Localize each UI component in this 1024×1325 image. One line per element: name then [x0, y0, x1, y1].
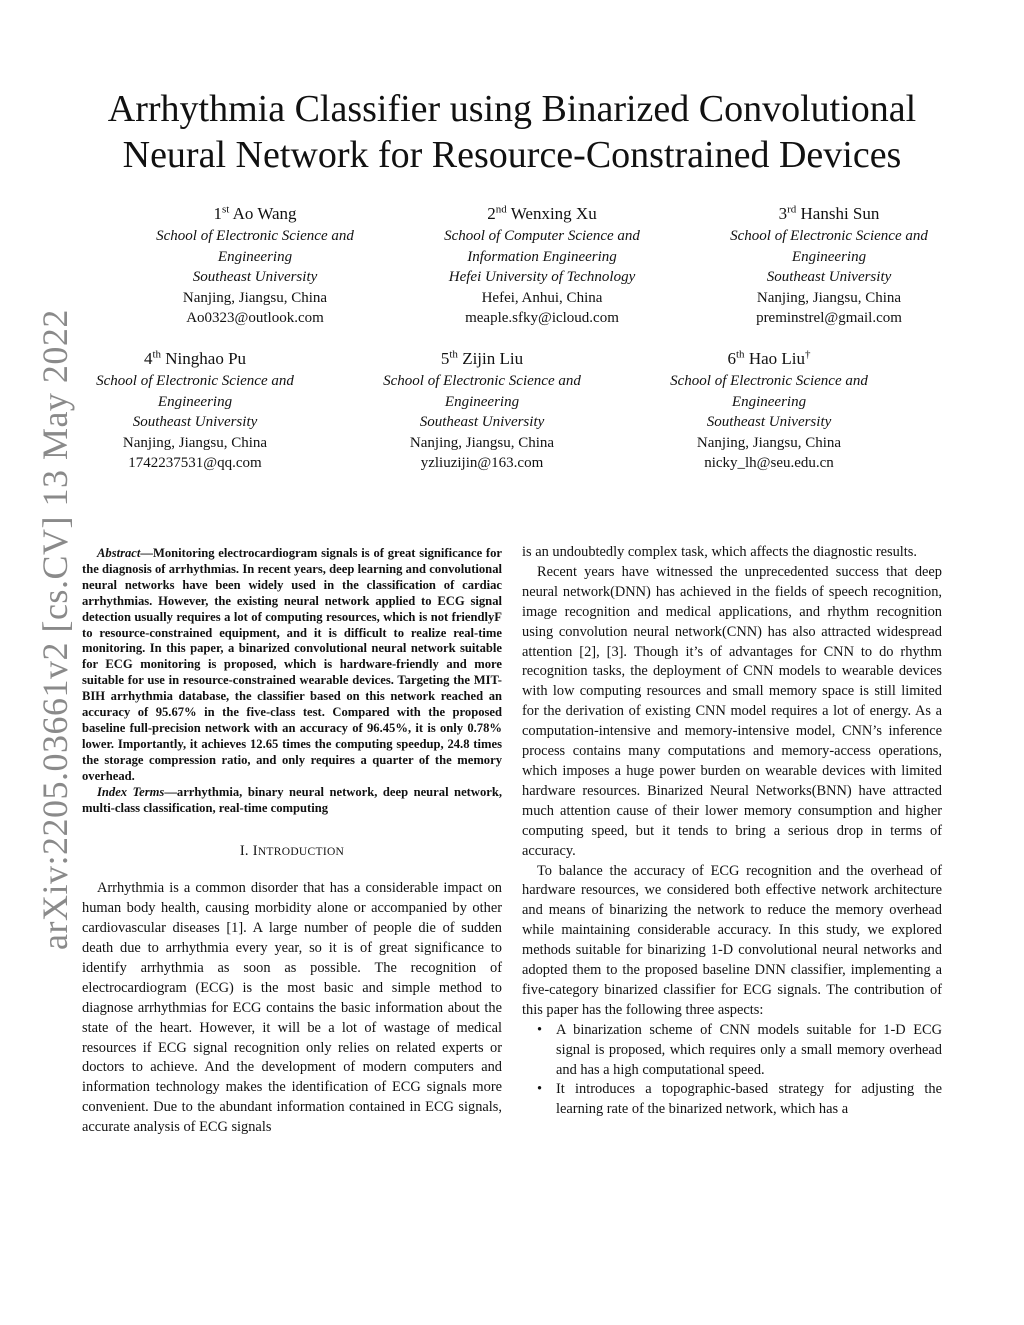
- contribution-list: [522, 1021, 942, 1121]
- author-email: meaple.sfky@icloud.com: [465, 310, 619, 326]
- author-block-3: [684, 202, 974, 329]
- author-university: Hefei University of Technology: [448, 269, 636, 285]
- author-block-2: [397, 202, 687, 329]
- author-affiliation: Engineering: [731, 393, 807, 410]
- author-city: Nanjing, Jiangsu, China: [182, 289, 328, 306]
- author-name: 1st Ao Wang: [213, 203, 297, 223]
- paragraph-recent-years: Recent years have witnessed the unprecedented success that deep neural network(DNN) has achieved in the fields of speech recognition, image recognition and medical applications, and rhythm recognition using convolution neural network(CNN) has also attracted widespread attention [2], [3]. Though it’s of advantages for CNN to do rhythm recognition tasks, the deployment of CNN models to wearable devices with low computing resources and small memory space is still limited for the derivation of existing CNN model requires a lot of energy. As a computation-intensive and memory-intensive model, CNN’s inference process contains many computations and memory-access operations, which imposes a huge power burden on wearable devices with limited hardware resources. Binarized Neural Networks(BNN) have attracted much attention cause of their lower memory consumption and higher computing speed, but it tends to bring a serious drop in terms of accuracy.: [522, 563, 942, 859]
- author-name: 2nd Wenxing Xu: [487, 203, 597, 223]
- left-column: [82, 546, 502, 1138]
- author-email: 1742237531@qq.com: [128, 455, 262, 471]
- author-university: Southeast University: [706, 414, 832, 430]
- author-affiliation: Engineering: [217, 248, 293, 265]
- author-university: Southeast University: [419, 414, 545, 430]
- author-city: Nanjing, Jiangsu, China: [756, 289, 902, 306]
- author-affiliation: Information Engineering: [467, 248, 617, 265]
- abstract-text: Monitoring electrocardiogram signals is of great significance for the diagnosis of arrhythmias. In recent years, deep learning and convolutional neural networks have been widely used in the classification of cardiac arrhythmias. However, the existing neural network applied to ECG signal detection usually requires a lot of computing resources, which is not friendlyF to resource-constrained equipment, and it is difficult to realize real-time monitoring. In this paper, a binarized convolutional neural network suitable for ECG monitoring is proposed, which is hardware-friendly and more suitable for use in resource-constrained wearable devices. Targeting the MIT-BIH arrhythmia database, the classifier based on this network reached an accuracy of 95.67% in the five-class test. Compared with the proposed baseline full-precision network with an accuracy of 96.45%, it is only 0.78% lower. Importantly, it achieves 12.65 times the computing speedup, 24.8 times the storage compression ratio, and only requires a quarter of the memory overhead.: [82, 546, 502, 783]
- title-line-1: Arrhythmia Classifier using Binarized Convolutional: [107, 88, 917, 130]
- author-block-1: [110, 202, 400, 329]
- paragraph-balance: To balance the accuracy of ECG recognition and the overhead of hardware resources, we considered both effective network architecture and means of binarizing the network to reduce the memory overhead while maintaining considerable accuracy. In this study, we explored methods suitable for binarizing 1-D convolutional neural networks and adopted them to the proposed baseline DNN classifier, implementing a five-category binarized classifier for ECG signals. The contribution of this paper has the following three aspects:: [522, 862, 942, 1018]
- author-name: 5th Zijin Liu: [440, 348, 524, 368]
- intro-paragraph-1: Arrhythmia is a common disorder that has a considerable impact on human body health, causing morbidity alone or accompanied by other cardiovascular diseases [1]. A large number of people die of sudden death due to arrhythmia every year, so it is of great significance to identify arrhythmia as soon as possible. The recognition of electrocardiogram (ECG) is the most basic and simple method to diagnose arrhythmias for ECG contains the basic information about the state of the heart. However, it will be a lot of wastage of medical resources if ECG signal recognition only relies on related experts or doctors to achieve. And the development of modern computers and information technology makes the identification of ECG signals more convenient. Due to the abundant information contained in ECG signals, accurate analysis of ECG signals: [82, 880, 502, 1136]
- list-item: • It introduces a topographic-based strategy for adjusting the learning rate of the binarized network, which has a: [556, 1080, 942, 1120]
- author-affiliation: Engineering: [791, 248, 867, 265]
- author-affiliation: School of Electronic Science and: [96, 373, 294, 389]
- author-affiliation: School of Electronic Science and: [156, 228, 354, 244]
- author-affiliation: Engineering: [157, 393, 233, 410]
- author-affiliation: School of Computer Science and: [444, 228, 640, 244]
- author-block-6: [624, 347, 914, 474]
- author-email: yzliuzijin@163.com: [420, 455, 544, 471]
- index-terms-text: arrhythmia, binary neural network, deep neural network, multi-class classification, real-time computing: [82, 784, 502, 815]
- author-email: nicky_lh@seu.edu.cn: [704, 455, 834, 471]
- title-line-2: Neural Network for Resource-Constrained Devices: [122, 134, 902, 176]
- arxiv-stamp: arXiv:2205.03661v2 [cs.CV] 13 May 2022: [35, 309, 75, 950]
- author-name: 3rd Hanshi Sun: [778, 203, 880, 223]
- author-city: Nanjing, Jiangsu, China: [122, 434, 268, 451]
- author-city: Nanjing, Jiangsu, China: [696, 434, 842, 451]
- paper-title: [60, 86, 964, 178]
- paragraph-continued: is an undoubtedly complex task, which affects the diagnostic results.: [522, 544, 917, 560]
- author-affiliation: School of Electronic Science and: [383, 373, 581, 389]
- corresponding-mark: †: [805, 348, 811, 361]
- author-affiliation: School of Electronic Science and: [730, 228, 928, 244]
- author-email: preminstrel@gmail.com: [756, 310, 902, 326]
- author-name: 4th Ninghao Pu: [143, 348, 247, 368]
- author-block-4: [50, 347, 340, 474]
- section-heading-introduction: I. INTRODUCTION: [239, 843, 345, 860]
- abstract-label: Abstract: [97, 546, 141, 560]
- author-name: 6th Hao Liu†: [727, 348, 811, 368]
- author-email: Ao0323@outlook.com: [186, 310, 324, 326]
- author-university: Southeast University: [132, 414, 258, 430]
- author-affiliation: School of Electronic Science and: [670, 373, 868, 389]
- author-affiliation: Engineering: [444, 393, 520, 410]
- right-column: [522, 543, 942, 1120]
- index-terms: Index Terms—arrhythmia, binary neural network, deep neural network, multi-class classification, real-time computing: [82, 784, 502, 815]
- author-block-5: [337, 347, 627, 474]
- author-city: Hefei, Anhui, China: [481, 289, 603, 306]
- author-university: Southeast University: [192, 269, 318, 285]
- list-item: • A binarization scheme of CNN models suitable for 1-D ECG signal is proposed, which requires only a small memory overhead and has a high computational speed.: [556, 1021, 942, 1081]
- index-terms-label: Index Terms: [97, 784, 165, 799]
- author-city: Nanjing, Jiangsu, China: [409, 434, 555, 451]
- abstract: Abstract—Monitoring electrocardiogram signals is of great significance for the diagnosis of arrhythmias. In recent years, deep learning and convolutional neural networks have been widely used in the classification of cardiac arrhythmias. However, the existing neural network applied to ECG signal detection usually requires a lot of computing resources, which is not friendlyF to resource-constrained equipment, and it is difficult to realize real-time monitoring. In this paper, a binarized convolutional neural network suitable for ECG monitoring is proposed, which is hardware-friendly and more suitable for use in resource-constrained wearable devices. Targeting the MIT-BIH arrhythmia database, the classifier based on this network reached an accuracy of 95.67% in the five-class test. Compared with the proposed baseline full-precision network with an accuracy of 96.45%, it is only 0.78% lower. Importantly, it achieves 12.65 times the computing speedup, 24.8 times the storage compression ratio, and only requires a quarter of the memory overhead.: [82, 546, 502, 783]
- author-university: Southeast University: [766, 269, 892, 285]
